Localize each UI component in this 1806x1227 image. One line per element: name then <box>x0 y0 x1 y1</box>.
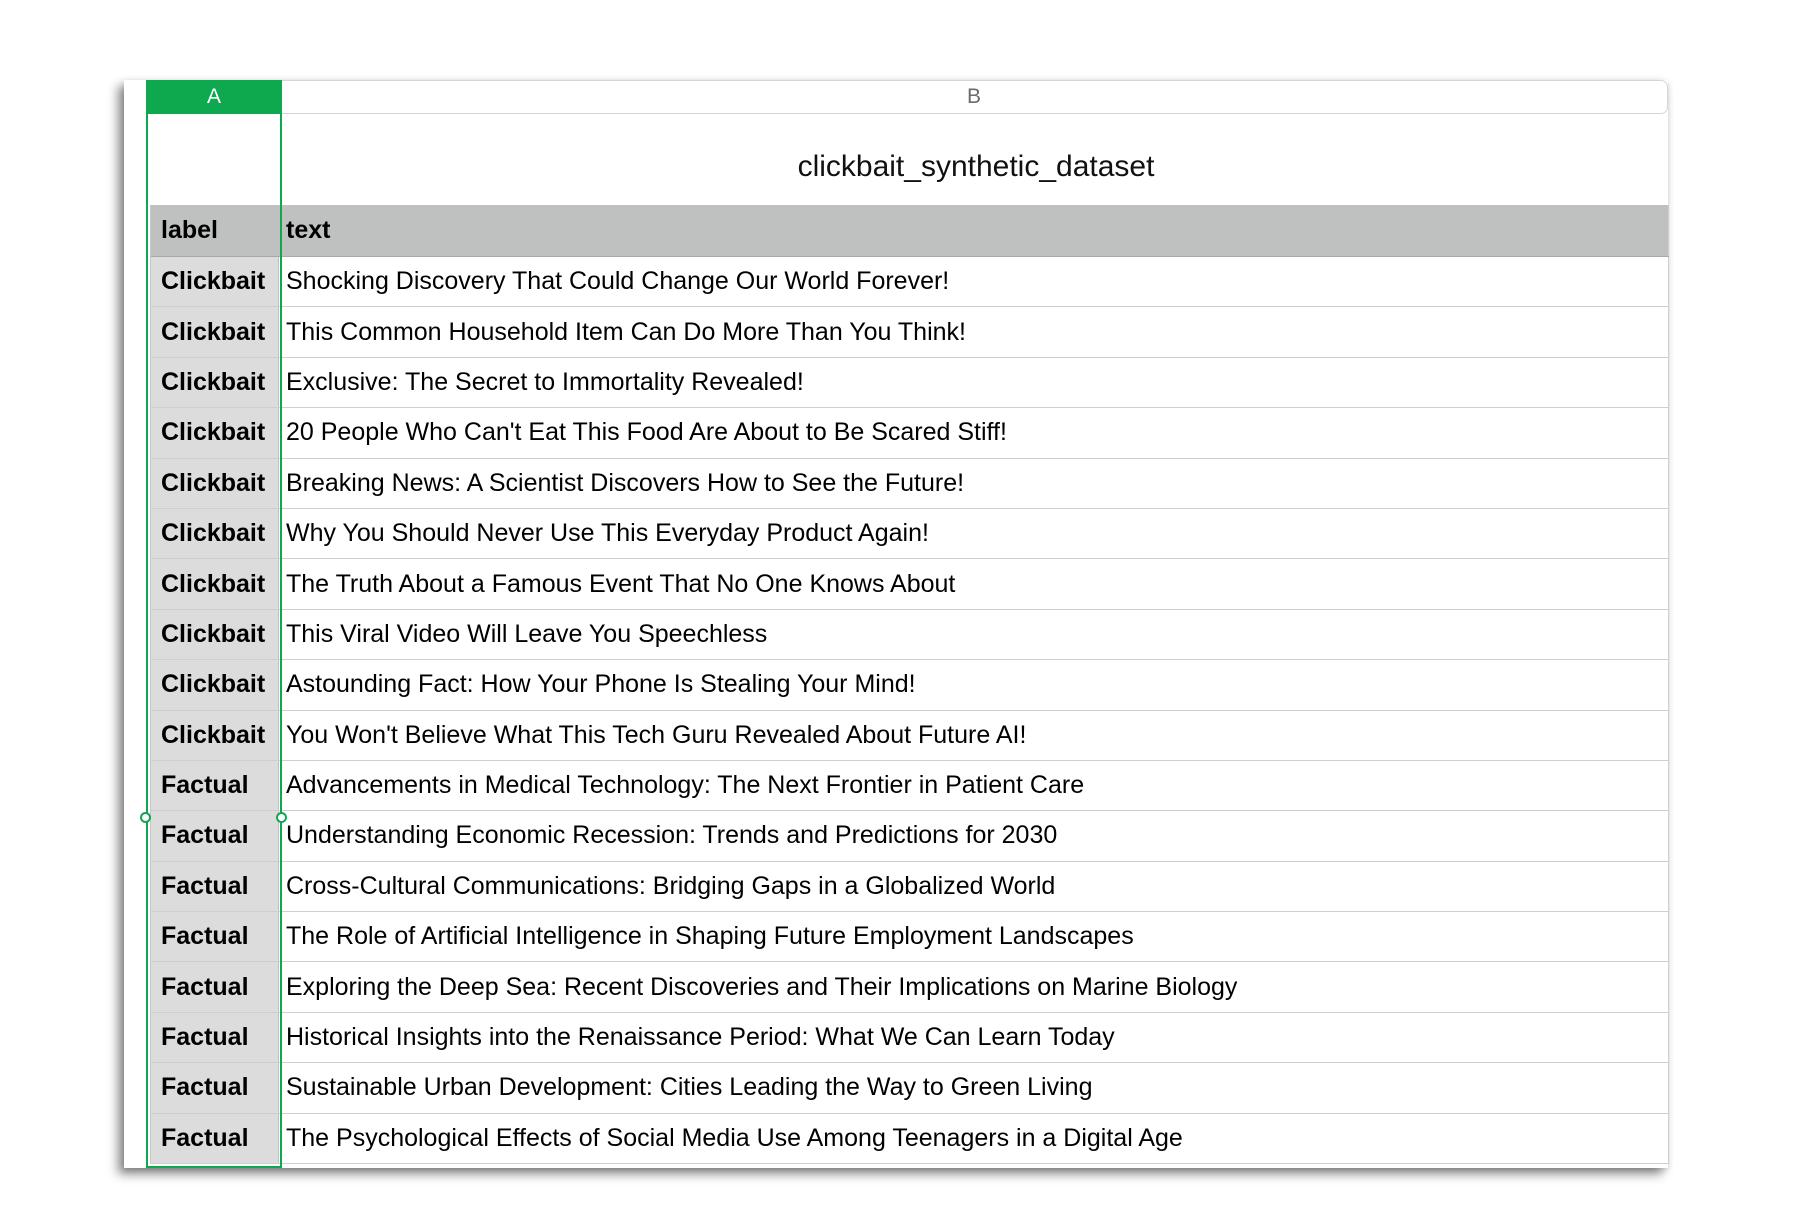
text-cell[interactable]: Exclusive: The Secret to Immortality Revealed! <box>279 358 1669 407</box>
column-header-b[interactable]: B <box>280 80 1668 114</box>
table-row <box>151 862 1669 912</box>
text-cell[interactable]: Astounding Fact: How Your Phone Is Stealing Your Mind! <box>279 660 1669 709</box>
selection-handle-right[interactable] <box>276 812 287 823</box>
label-cell[interactable]: Clickbait <box>151 459 279 508</box>
table-row <box>151 1114 1669 1164</box>
table-row <box>151 257 1669 307</box>
label-cell[interactable]: Factual <box>151 1013 279 1062</box>
label-cell[interactable]: Factual <box>151 1063 279 1112</box>
table-row <box>151 459 1669 509</box>
label-cell[interactable]: Clickbait <box>151 610 279 659</box>
text-cell[interactable]: The Psychological Effects of Social Media Use Among Teenagers in a Digital Age <box>279 1114 1669 1163</box>
label-cell[interactable]: Clickbait <box>151 559 279 608</box>
table-row <box>151 711 1669 761</box>
table-row <box>151 1013 1669 1063</box>
label-cell[interactable]: Clickbait <box>151 408 279 457</box>
text-cell[interactable]: Exploring the Deep Sea: Recent Discoveries and Their Implications on Marine Biology <box>279 962 1669 1011</box>
label-cell[interactable]: Clickbait <box>151 660 279 709</box>
text-cell[interactable]: You Won't Believe What This Tech Guru Revealed About Future AI! <box>279 711 1669 760</box>
text-cell[interactable]: The Role of Artificial Intelligence in Shaping Future Employment Landscapes <box>279 912 1669 961</box>
spreadsheet-sheet <box>124 80 1668 1168</box>
label-cell[interactable]: Factual <box>151 862 279 911</box>
table-row <box>151 962 1669 1012</box>
table-row <box>151 358 1669 408</box>
table-row <box>151 1063 1669 1113</box>
label-cell[interactable]: Factual <box>151 962 279 1011</box>
table-row <box>151 307 1669 357</box>
label-cell[interactable]: Clickbait <box>151 307 279 356</box>
header-cell-label[interactable]: label <box>151 205 279 256</box>
text-cell[interactable]: Why You Should Never Use This Everyday Product Again! <box>279 509 1669 558</box>
text-cell[interactable]: This Common Household Item Can Do More Than You Think! <box>279 307 1669 356</box>
table-title: clickbait_synthetic_dataset <box>797 150 1155 183</box>
label-cell[interactable]: Clickbait <box>151 358 279 407</box>
label-cell[interactable]: Clickbait <box>151 711 279 760</box>
header-cell-text[interactable]: text <box>279 205 1669 256</box>
text-cell[interactable]: Breaking News: A Scientist Discovers How to See the Future! <box>279 459 1669 508</box>
table-row <box>151 811 1669 861</box>
text-cell[interactable]: The Truth About a Famous Event That No One Knows About <box>279 559 1669 608</box>
selection-handle-left[interactable] <box>140 812 151 823</box>
label-cell[interactable]: Factual <box>151 912 279 961</box>
text-cell[interactable]: Sustainable Urban Development: Cities Leading the Way to Green Living <box>279 1063 1669 1112</box>
table-row <box>151 559 1669 609</box>
column-header-a[interactable]: A <box>146 80 282 114</box>
table-row <box>151 509 1669 559</box>
text-cell[interactable]: 20 People Who Can't Eat This Food Are About to Be Scared Stiff! <box>279 408 1669 457</box>
table-row <box>151 610 1669 660</box>
header-row <box>151 205 1669 257</box>
text-cell[interactable]: Cross-Cultural Communications: Bridging Gaps in a Globalized World <box>279 862 1669 911</box>
label-cell[interactable]: Clickbait <box>151 257 279 306</box>
text-cell[interactable]: This Viral Video Will Leave You Speechless <box>279 610 1669 659</box>
text-cell[interactable]: Understanding Economic Recession: Trends and Predictions for 2030 <box>279 811 1669 860</box>
label-cell[interactable]: Factual <box>151 761 279 810</box>
table-row <box>151 912 1669 962</box>
table-row <box>151 408 1669 458</box>
data-table <box>150 205 1669 1164</box>
table-row <box>151 660 1669 710</box>
table-row <box>151 761 1669 811</box>
text-cell[interactable]: Advancements in Medical Technology: The Next Frontier in Patient Care <box>279 761 1669 810</box>
text-cell[interactable]: Shocking Discovery That Could Change Our World Forever! <box>279 257 1669 306</box>
label-cell[interactable]: Factual <box>151 1114 279 1163</box>
label-cell[interactable]: Factual <box>151 811 279 860</box>
text-cell[interactable]: Historical Insights into the Renaissance Period: What We Can Learn Today <box>279 1013 1669 1062</box>
label-cell[interactable]: Clickbait <box>151 509 279 558</box>
